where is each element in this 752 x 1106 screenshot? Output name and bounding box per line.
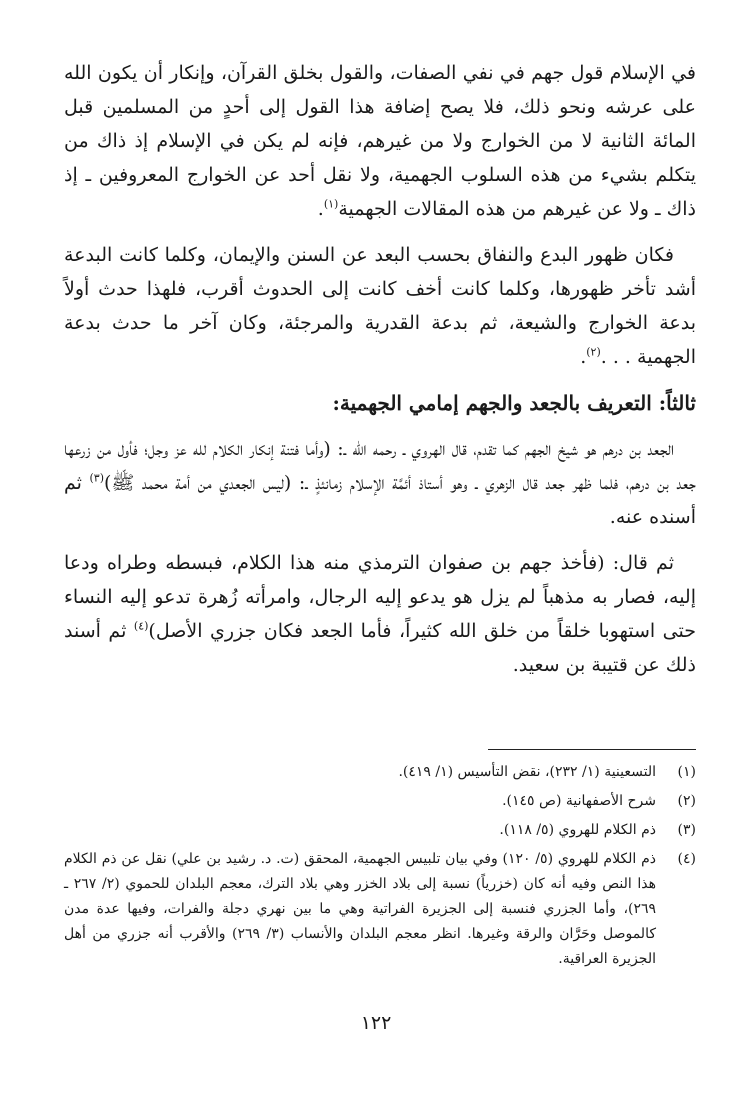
paragraph-4 — [64, 546, 696, 682]
paragraph-1 — [64, 56, 696, 226]
paragraph-2 — [64, 238, 696, 374]
footnote-2 — [64, 789, 696, 814]
footnote-number: (١) — [677, 764, 696, 780]
footnote-ref-3: (٣) — [89, 471, 104, 485]
paragraph-2-text: فكان ظهور البدع والنفاق بحسب البعد عن السنن والإيمان، وكلما كانت البدعة أشد تأخر ظهورها، وكلما كانت أخف كانت إلى الحدوث أقرب، فلهذا حدث أولاً بدعة الخوارج والشيعة، ثم بدعة القدرية والمرجئة، وكان آخر ما حدث بدعة الجهمية . . . — [64, 244, 696, 368]
footnote-text: ذم الكلام للهروي (٥/ ١١٨). — [499, 822, 656, 838]
footnote-text: شرح الأصفهانية (ص ١٤٥). — [502, 793, 656, 809]
paragraph-3 — [64, 432, 696, 534]
paragraph-1-text: في الإسلام قول جهم في نفي الصفات، والقول بخلق القرآن، وإنكار أن يكون الله على عرشه ونحو ذلك، فلا يصح إضافة هذا القول إلى أحدٍ من المسلمين قبل المائة الثانية لا من الخوارج ولا من غيرهم، فإنه لم يكن في الإسلام إذ ذاك من يتكلم بشيء من هذه السلوب الجهمية، ولا نقل أحد عن الخوارج المعروفين ـ إذ ذاك ـ ولا عن غيرهم من هذه المقالات الجهمية — [64, 62, 696, 220]
paragraph-3-text: الجعد بن درهم هو شيخ الجهم كما تقدم، قال الهروي ـ رحمه الله ـ: (وأما فتنة إنكار الكلام لله عز وجل؛ فأول من زرعها جعد بن درهم، فلما ظهر جعد قال الزهري ـ وهو أستاذ أئمَّة الإسلام زمانئذٍ ـ: (ليس الجعدي من أمة محمد ﷺ) — [64, 438, 696, 494]
footnote-number: (٢) — [677, 793, 696, 809]
section-heading: ثالثاً: التعريف بالجعد والجهم إمامي الجهمية: — [332, 391, 696, 415]
page-number: ١٢٢ — [360, 1012, 392, 1034]
footnote-number: (٤) — [677, 851, 696, 867]
footnote-text: ذم الكلام للهروي (٥/ ١٢٠) وفي بيان تلبيس الجهمية، المحقق (ت. د. رشيد بن علي) نقل عن ذم الكلام هذا النص وفيه أنه كان (خزرياً) نسبة إلى بلاد الخزر وهي بلاد الترك، معجم البلدان للحموي (٢/ ٢٦٧ ـ ٢٦٩)، وأما الجزري فنسبة إلى الجزيرة الفراتية وهي ما بين نهري دجلة والفرات، وفيها عدة مدن كالموصل وحَرَّان والرقة وغيرها. انظر معجم البلدان والأنساب (٣/ ٢٦٩) والأقرب أنه جزري من أهل الجزيرة العراقية. — [64, 851, 656, 967]
footnote-ref-1: (١) — [323, 197, 339, 211]
footnote-number: (٣) — [677, 822, 696, 838]
paragraph-4-end: ثم أسند ذلك عن قتيبة بن سعيد. — [64, 620, 696, 676]
main-text — [64, 56, 696, 694]
paragraph-4-text: ثم قال: (فأخذ جهم بن صفوان الترمذي منه هذا الكلام، فبسطه وطراه ودعا إليه، فصار به مذهباً لم يزل هو يدعو إليه الرجال، وامرأته زُهرة تدعو إليه النساء حتى استهوبا خلقاً من خلق الله كثيراً، فأما الجعد فكان جزري الأصل) — [64, 552, 696, 642]
footnote-1 — [64, 760, 696, 785]
paragraph-2-end: . — [580, 346, 587, 368]
paragraph-1-end: . — [317, 198, 324, 220]
footnote-ref-2: (٢) — [586, 345, 601, 359]
paragraph-3-end: ثم أسنده عنه. — [64, 472, 696, 528]
footnote-ref-4: (٤) — [133, 619, 149, 633]
footnote-4 — [64, 847, 696, 972]
footnotes — [64, 760, 696, 976]
footnote-3 — [64, 818, 696, 843]
footnote-divider — [488, 749, 696, 750]
footnote-text: التسعينية (١/ ٢٣٢)، نقض التأسيس (١/ ٤١٩). — [398, 764, 656, 780]
